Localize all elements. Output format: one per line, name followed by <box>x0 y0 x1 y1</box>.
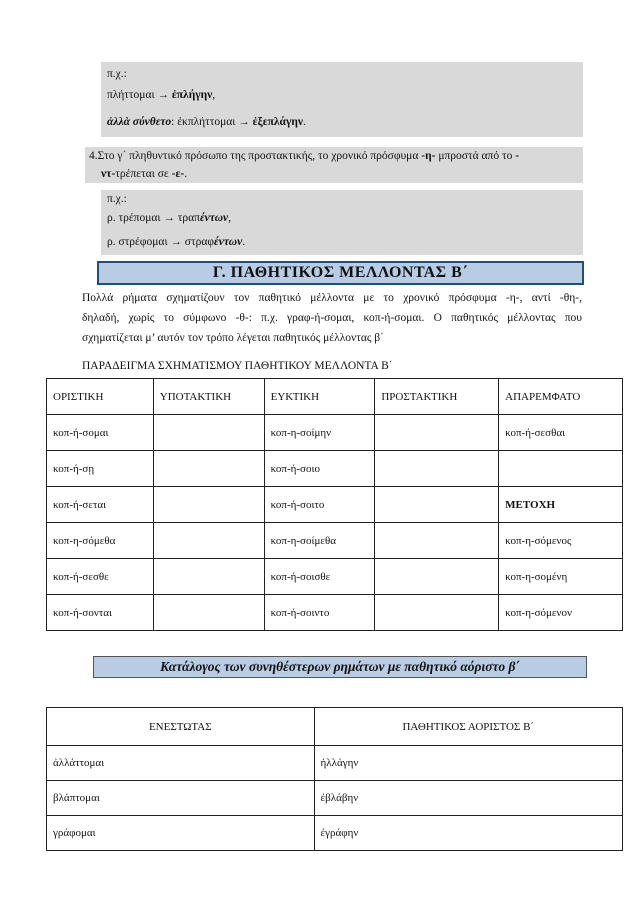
table-cell <box>375 523 499 559</box>
example-block-1 <box>101 62 583 137</box>
text-plain: . <box>303 116 306 128</box>
table-header: ΕΝΕΣΤΩΤΑΣ <box>47 708 315 746</box>
text-bold: - <box>515 150 520 162</box>
rule-4-line-1 <box>89 150 519 163</box>
text-plain: . <box>184 168 188 180</box>
table-header-row <box>47 379 623 415</box>
table-cell: κοπ-ή-σονται <box>47 595 154 631</box>
table-cell: ἐβλάβην <box>314 781 622 816</box>
table-cell <box>153 523 264 559</box>
text-bold: έντων <box>199 212 229 224</box>
example-label: π.χ.: <box>107 193 127 205</box>
text-bold: έντων <box>214 236 243 248</box>
text-plain: ρ. τρέπομαι → τραπ <box>107 212 200 224</box>
text-plain: τρέπεται σε <box>115 168 172 180</box>
table-cell: βλάπτομαι <box>47 781 315 816</box>
table-cell <box>375 487 499 523</box>
table-header: ΕΥΚΤΙΚΗ <box>264 379 375 415</box>
table-cell <box>375 595 499 631</box>
table-row <box>47 746 623 781</box>
table-cell: κοπ-ή-σεσθαι <box>499 415 623 451</box>
table-row <box>47 781 623 816</box>
rule-4-block <box>85 147 583 183</box>
table-row <box>47 523 623 559</box>
rule-4-line-2 <box>101 168 187 181</box>
text-bold: ἀλλὰ σύνθετο <box>107 116 172 128</box>
text-plain: : ἐκπλήττομαι → <box>171 116 253 128</box>
table-row <box>47 451 623 487</box>
example-block-2 <box>101 190 583 255</box>
table-cell-participle-heading: ΜΕΤΟΧΗ <box>499 487 623 523</box>
conjugation-table <box>46 378 623 631</box>
table-row <box>47 595 623 631</box>
text-plain: . <box>242 236 246 248</box>
paragraph-line: Πολλά ρήματα σχηματίζουν τον παθητικό μέλλοντα με το χρονικό πρόσφυμα -η-, αντί -θη-, <box>82 292 582 304</box>
table-cell: κοπ-ή-σοιντο <box>264 595 375 631</box>
text-bold: ἐξεπλάγην <box>252 116 304 128</box>
example-row <box>107 236 245 249</box>
table-cell: κοπ-ή-σεσθε <box>47 559 154 595</box>
table-header: ΥΠΟΤΑΚΤΙΚΗ <box>153 379 264 415</box>
table-row <box>47 487 623 523</box>
text-bold: -η- <box>421 150 436 162</box>
table-header-row <box>47 708 623 746</box>
table-cell <box>153 451 264 487</box>
verb-catalog-table <box>46 707 623 851</box>
table-cell: κοπ-η-σοίμεθα <box>264 523 375 559</box>
text-plain: πλήττομαι → <box>107 89 172 101</box>
text-plain: , <box>228 212 232 224</box>
table-cell <box>153 559 264 595</box>
table-header: ΑΠΑΡΕΜΦΑΤΟ <box>499 379 623 415</box>
text-plain: μπροστά από το <box>435 150 516 162</box>
text-bold: ἐπλήγην <box>171 89 213 101</box>
text-bold: ντ- <box>101 168 116 180</box>
table-cell <box>375 415 499 451</box>
example-heading: ΠΑΡΑΔΕΙΓΜΑ ΣΧΗΜΑΤΙΣΜΟΥ ΠΑΘΗΤΙΚΟΥ ΜΕΛΛΟΝΤΑ Β΄ <box>82 360 393 372</box>
example-label: π.χ.: <box>107 68 127 80</box>
table-cell <box>499 451 623 487</box>
table-cell: κοπ-η-σόμενος <box>499 523 623 559</box>
table-row <box>47 816 623 851</box>
table-cell <box>375 451 499 487</box>
table-cell <box>153 487 264 523</box>
text-plain: , <box>212 89 216 101</box>
table-row <box>47 559 623 595</box>
table-cell <box>153 415 264 451</box>
table-header: ΟΡΙΣΤΙΚΗ <box>47 379 154 415</box>
example-row <box>107 89 215 102</box>
text-plain: ρ. στρέφομαι → στραφ <box>107 236 215 248</box>
paragraph-line: δηλαδή, χωρίς το σύμφωνο -θ-: π.χ. γραφ-ή-σομαι, κοπ-ή-σομαι. Ο παθητικός μέλλοντας που <box>82 312 582 324</box>
text-bold: -ε- <box>171 168 185 180</box>
table-cell: κοπ-ή-σομαι <box>47 415 154 451</box>
example-row <box>107 116 306 129</box>
table-cell: κοπ-η-σοίμην <box>264 415 375 451</box>
table-cell: κοπ-η-σομένη <box>499 559 623 595</box>
table-cell <box>375 559 499 595</box>
example-row <box>107 212 231 225</box>
paragraph <box>82 288 582 348</box>
table-cell: κοπ-ή-σοισθε <box>264 559 375 595</box>
table-header: ΠΡΟΣΤΑΚΤΙΚΗ <box>375 379 499 415</box>
paragraph-line: σχηματίζεται μ’ αυτόν τον τρόπο λέγεται παθητικός μέλλοντας β΄ <box>82 332 384 344</box>
table-cell: κοπ-ή-σεται <box>47 487 154 523</box>
catalog-title: Κατάλογος των συνηθέστερων ρημάτων με παθητικό αόριστο β΄ <box>93 656 587 678</box>
table-cell: κοπ-ή-σοιο <box>264 451 375 487</box>
table-cell: ἠλλάγην <box>314 746 622 781</box>
table-cell: ἐγράφην <box>314 816 622 851</box>
table-cell: κοπ-ή-σῃ <box>47 451 154 487</box>
table-row <box>47 415 623 451</box>
table-cell: ἀλλάττομαι <box>47 746 315 781</box>
section-title: Γ. ΠΑΘΗΤΙΚΟΣ ΜΕΛΛΟΝΤΑΣ Β΄ <box>97 261 584 285</box>
table-cell <box>153 595 264 631</box>
table-cell: κοπ-ή-σοιτο <box>264 487 375 523</box>
table-cell: κοπ-η-σόμεθα <box>47 523 154 559</box>
table-cell: γράφομαι <box>47 816 315 851</box>
table-cell: κοπ-η-σόμενον <box>499 595 623 631</box>
text-plain: 4.Στο γ΄ πληθυντικό πρόσωπο της προστακτικής, το χρονικό πρόσφυμα <box>89 150 422 162</box>
table-header: ΠΑΘΗΤΙΚΟΣ ΑΟΡΙΣΤΟΣ Β΄ <box>314 708 622 746</box>
